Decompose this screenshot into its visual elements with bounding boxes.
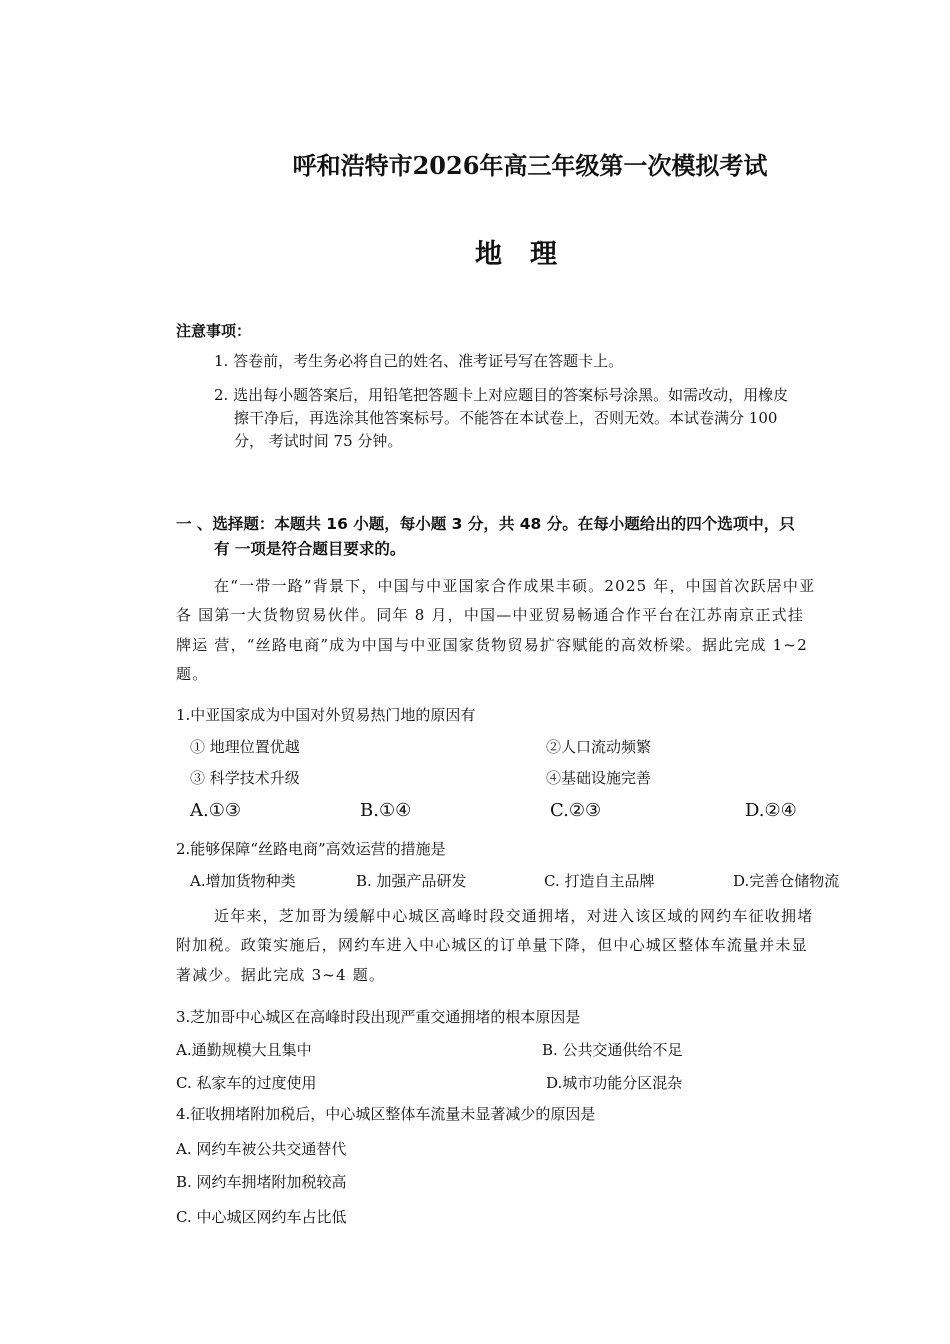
passage-1-line-3: 牌运 营，“丝路电商”成为中国与中亚国家货物贸易扩容赋能的高效桥梁。据此完成 1~2 [176,636,808,654]
passage-2-line-3: 著减少。据此完成 3~4 题。 [176,966,386,984]
question-4-stem: 4.征收拥堵附加税后，中心城区整体车流量未显著减少的原因是 [176,1105,596,1123]
passage-1-line-2: 各 国第一大货物贸易伙伴。同年 8 月，中国—中亚贸易畅通合作平台在江苏南京正式挂 [176,606,805,624]
q1-option-b: B.①④ [360,800,412,821]
q3-option-b: B. 公共交通供给不足 [542,1041,683,1059]
subject-title: 地理 [475,239,585,270]
q2-option-c: C. 打造自主品牌 [544,872,655,890]
q3-option-a: A.通勤规模大且集中 [176,1041,312,1059]
q4-option-b: B. 网约车拥堵附加税较高 [176,1173,347,1191]
q1-option-a: A.①③ [190,800,241,821]
section-heading-line-2: 有 一项是符合题目要求的。 [214,540,406,558]
q2-option-d: D.完善仓储物流 [733,872,840,890]
q1-option-c: C.②③ [550,800,602,821]
notice-item-1: 1. 答卷前，考生务必将自己的姓名、准考证号写在答题卡上。 [214,352,624,370]
q4-option-a: A. 网约车被公共交通替代 [176,1140,347,1158]
notice-item-2-line-3: 分， 考试时间 75 分钟。 [234,432,403,450]
notice-heading: 注意事项： [176,322,252,340]
question-3-stem: 3.芝加哥中心城区在高峰时段出现严重交通拥堵的根本原因是 [176,1008,581,1026]
notice-item-2-line-2: 擦干净后，再选涂其他答案标号。不能答在本试卷上，否则无效。本试卷满分 100 [234,409,778,427]
q2-option-a: A.增加货物种类 [190,872,296,890]
question-2-stem: 2.能够保障“丝路电商”高效运营的措施是 [176,840,446,858]
passage-2-line-2: 附加税。政策实施后，网约车进入中心城区的订单量下降，但中心城区整体车流量并未显 [176,936,808,954]
q3-option-d: D.城市功能分区混杂 [546,1074,683,1092]
notice-item-2-line-1: 2. 选出每小题答案后，用铅笔把答题卡上对应题目的答案标号涂黑。如需改动，用橡皮 [214,386,789,404]
q1-statement-3: ③ 科学技术升级 [190,769,300,787]
q4-option-c: C. 中心城区网约车占比低 [176,1208,347,1226]
passage-1-line-1: 在“一带一路”背景下，中国与中亚国家合作成果丰硕。2025 年，中国首次跃居中亚 [214,577,816,595]
passage-1-line-4: 题。 [176,665,209,683]
q1-statement-2: ②人口流动频繁 [546,738,652,756]
q1-statement-1: ① 地理位置优越 [190,738,300,756]
q1-option-d: D.②④ [745,800,797,821]
section-heading-line-1: 一 、选择题：本题共 16 小题，每小题 3 分，共 48 分。在每小题给出的四个选项中，只 [176,515,795,533]
q3-option-c: C. 私家车的过度使用 [176,1074,317,1092]
question-1-stem: 1.中亚国家成为中国对外贸易热门地的原因有 [176,706,476,724]
q1-statement-4: ④基础设施完善 [546,769,652,787]
exam-title: 呼和浩特市2026年高三年级第一次模拟考试 [292,151,768,180]
q2-option-b: B. 加强产品研发 [356,872,467,890]
passage-2-line-1: 近年来，芝加哥为缓解中心城区高峰时段交通拥堵，对进入该区域的网约车征收拥堵 [214,907,814,925]
